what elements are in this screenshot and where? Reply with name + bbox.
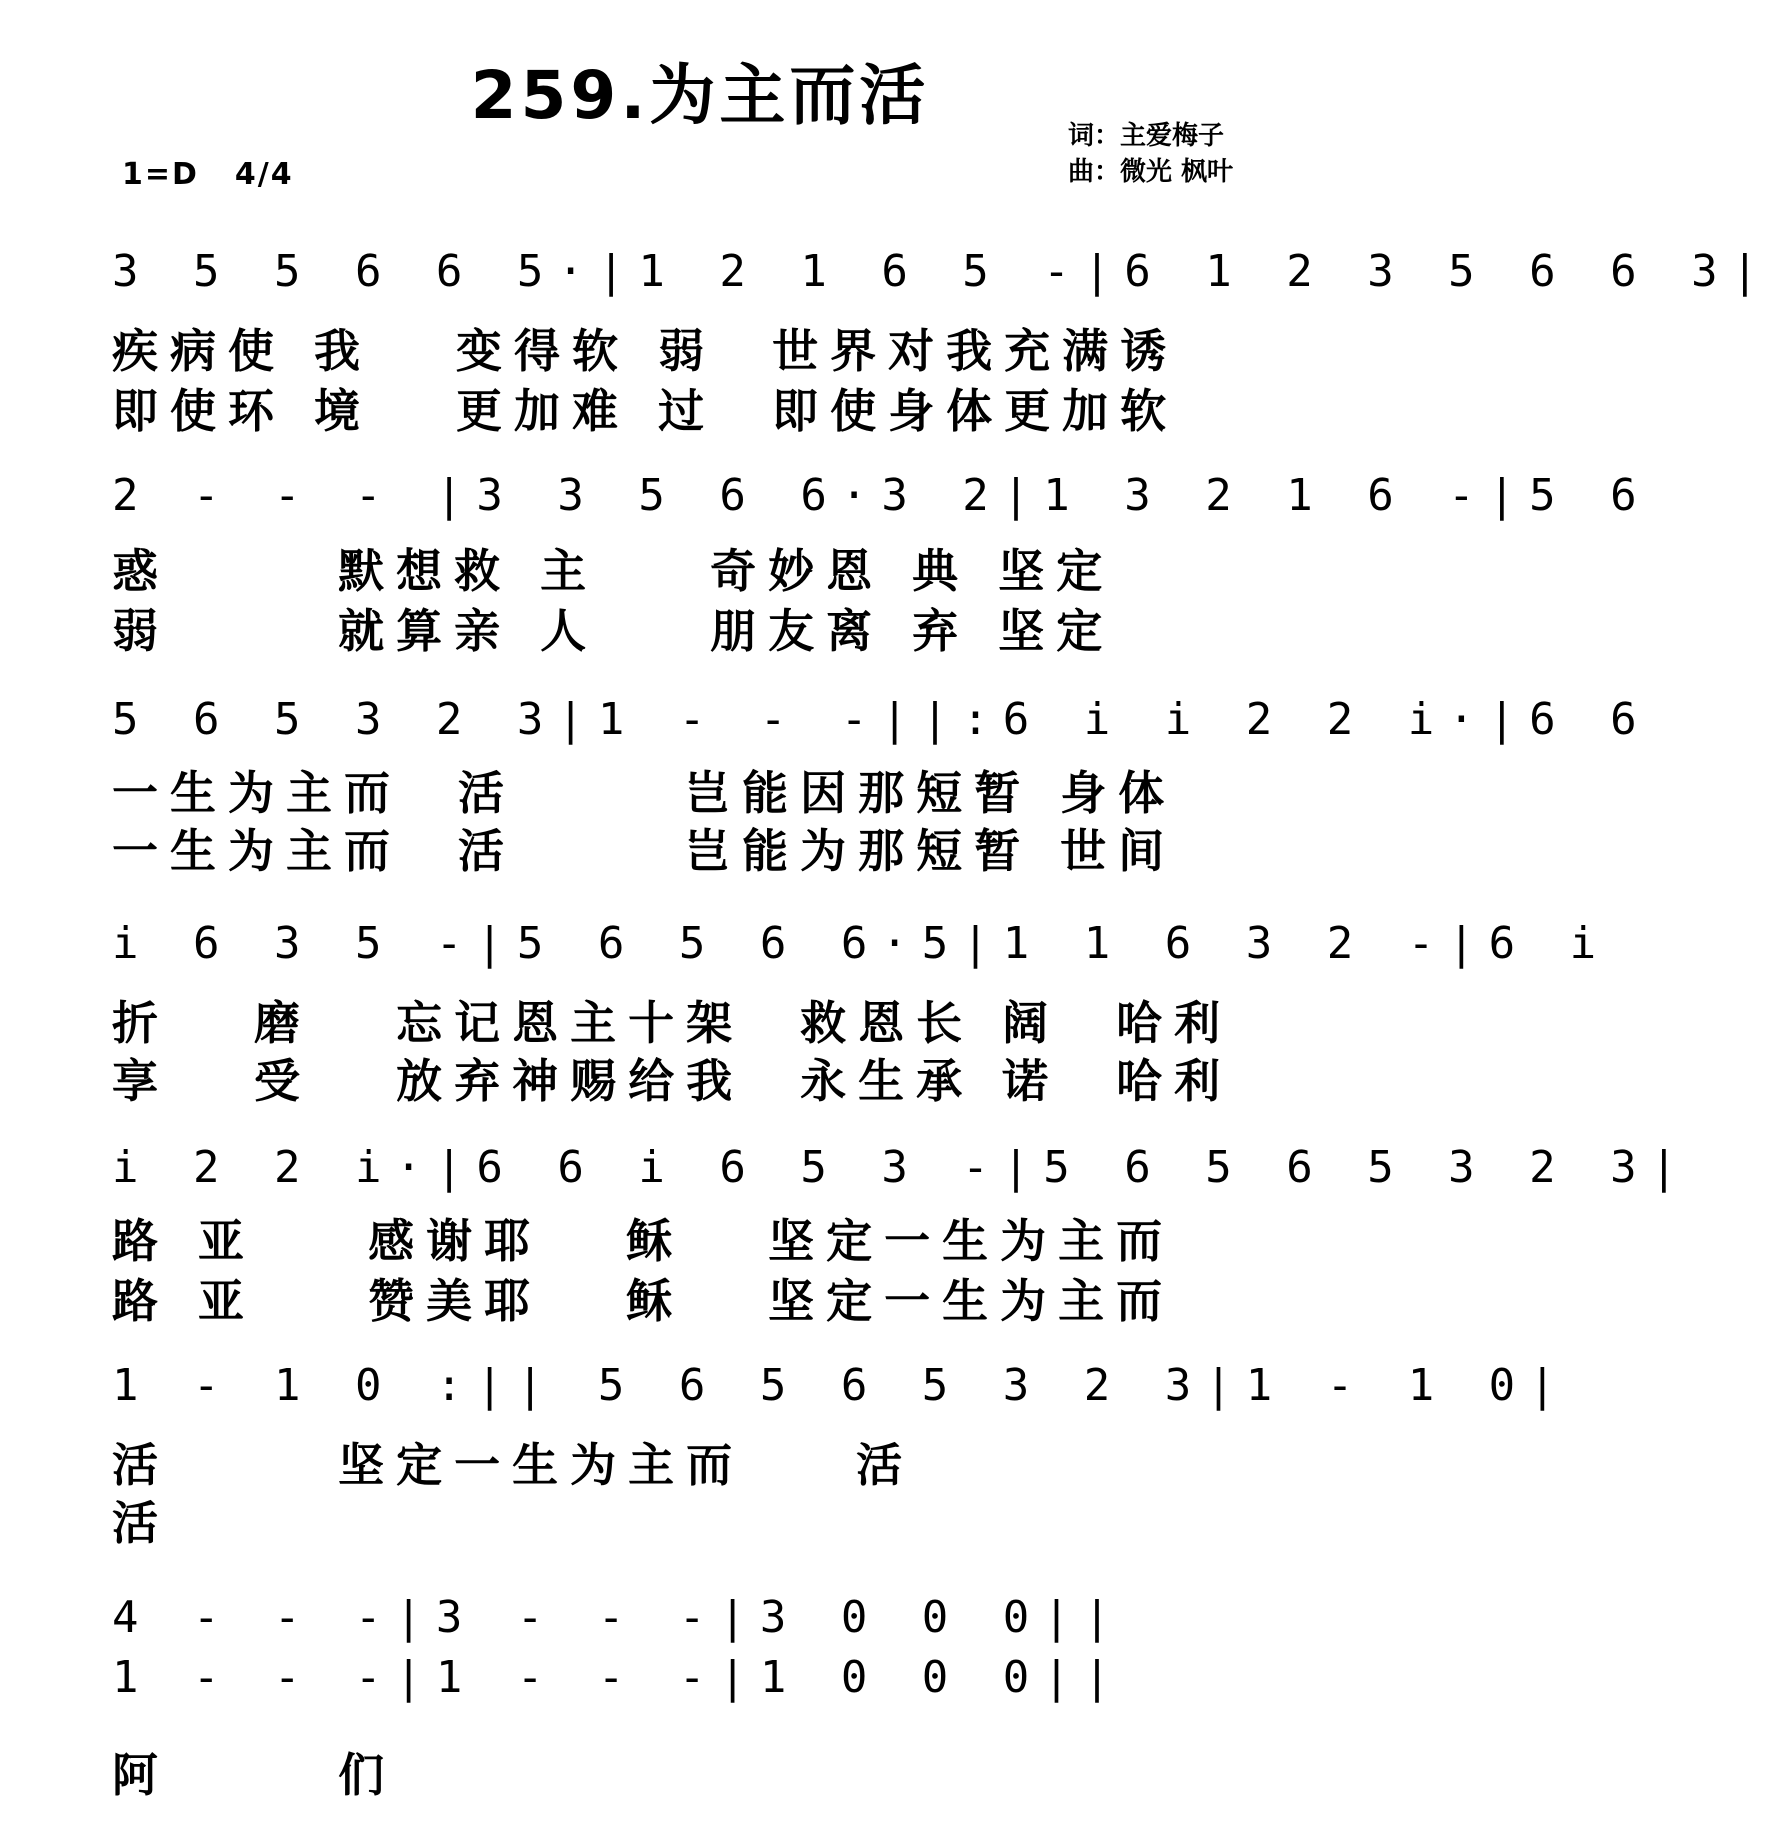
lyric-line-2-verse-1: 惑 默想救 主 奇妙恩 典 坚定	[112, 544, 1115, 598]
lyric-line-6-verse-2: 活	[112, 1496, 170, 1550]
lyric-line-1-verse-2: 即使环 境 更加难 过 即使身体更加软	[112, 384, 1179, 438]
lyric-line-1-verse-1: 疾病使 我 变得软 弱 世界对我充满诱	[112, 324, 1179, 378]
lyric-line-5-verse-2: 路 亚 赞美耶 稣 坚定一生为主而	[112, 1274, 1175, 1328]
notation-row-1: 3 5 5 6 6 5·|1 2 1 6 5 -|6 1 2 3 5 6 6 3|	[112, 246, 1772, 297]
lyric-line-3-verse-2: 一生为主而 活 岂能为那短暂 世间	[112, 824, 1177, 878]
notation-row-6: 1 - 1 0 :|| 5 6 5 6 5 3 2 3|1 - 1 0|	[112, 1360, 1570, 1411]
composer-credit: 曲：微光 枫叶	[1068, 157, 1234, 187]
time-signature: 4/4	[234, 157, 294, 192]
lyricist-credit: 词：主爱梅子	[1068, 121, 1225, 151]
notation-row-2: 2 - - - |3 3 5 6 6·3 2|1 3 2 1 6 -|5 6	[112, 470, 1651, 521]
lyric-line-2-verse-2: 弱 就算亲 人 朋友离 弃 坚定	[112, 604, 1115, 658]
notation-row-3: 5 6 5 3 2 3|1 - - -||:6 i i 2 2 i·|6 6	[112, 694, 1651, 745]
notation-row-5: i 2 2 i·|6 6 i 6 5 3 -|5 6 5 6 5 3 2 3|	[112, 1142, 1692, 1193]
lyric-line-6-verse-1: 活 坚定一生为主而 活	[112, 1438, 915, 1492]
lyric-line-3-verse-1: 一生为主而 活 岂能因那短暂 身体	[112, 766, 1177, 820]
lyric-line-5-verse-1: 路 亚 感谢耶 稣 坚定一生为主而	[112, 1214, 1175, 1268]
notation-row-4: i 6 3 5 -|5 6 5 6 6·5|1 1 6 3 2 -|6 i	[112, 918, 1611, 969]
notation-row-7-lower: 1 - - -|1 - - -|1 0 0 0||	[112, 1652, 1125, 1703]
credits	[1068, 118, 1233, 190]
lyric-line-4-verse-1: 折 磨 忘记恩主十架 救恩长 阔 哈利	[112, 996, 1233, 1050]
lyric-line-4-verse-2: 享 受 放弃神赐给我 永生承 诺 哈利	[112, 1054, 1233, 1108]
ending-lyric: 阿 们	[112, 1748, 397, 1802]
notation-row-7-upper: 4 - - -|3 - - -|3 0 0 0||	[112, 1592, 1125, 1643]
page-title: 259.为主而活	[470, 57, 930, 134]
key-signature: 1=D	[122, 157, 199, 192]
key-and-time-signature	[122, 157, 294, 192]
